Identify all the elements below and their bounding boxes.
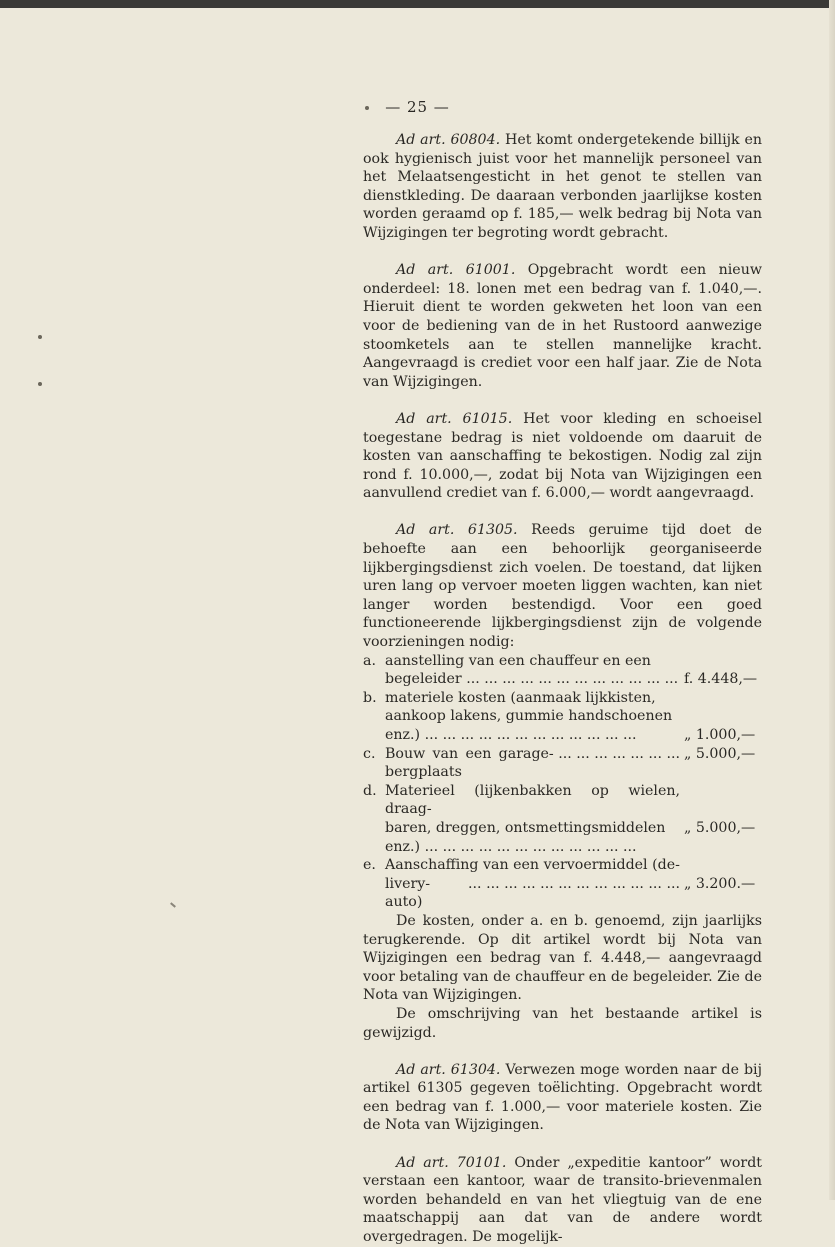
item-line: baren, dreggen, ontsmettingsmiddelen (385, 819, 666, 836)
paragraph-61305 (363, 521, 762, 651)
scan-top-border (0, 0, 835, 8)
paragraph-61304 (363, 1061, 762, 1135)
item-line: materiele kosten (aanmaak lijkkisten, (385, 689, 656, 706)
item-amount: „ 1.000,— (684, 727, 756, 743)
article-ref: Ad art. 60804. (396, 132, 501, 148)
item-label: e. (363, 857, 376, 874)
item-line: Aanschaffing van een vervoermiddel (de- (385, 857, 680, 874)
item-label: a. (363, 652, 376, 669)
list-item (363, 856, 762, 912)
list-item (363, 745, 762, 782)
item-line: begeleider (385, 671, 462, 688)
paragraph-61015 (363, 410, 762, 503)
item-amount: „ 5.000,— (684, 819, 756, 836)
item-line: Materieel (lijkenbakken op wielen, draag- (385, 782, 680, 818)
item-line: aanstelling van een chauffeur en een (385, 652, 651, 669)
leader-dots: ... ... ... ... ... ... ... ... ... ... ... ... (420, 727, 637, 743)
paragraph-text: Het komt ondergetekende billijk en ook hygienisch juist voor het mannelijk personeel van het Melaatsengesticht in het genot te stellen van dienstkleding. De daaraan verbonden jaarlijkse kosten worden geraamd op f. 185,— welk bedrag bij Nota van Wijzigingen ter begroting wordt gebracht. (363, 132, 763, 241)
speck-mark (170, 902, 176, 907)
paragraph-text: Reeds geruime tijd doet de behoefte aan een behoorlijk georganiseerde lijkbergingsdienst zich voelen. De toestand, dat lijken uren lang op vervoer moeten liggen wachten, kan niet langer worden bestendigd. Voor een goed functioneerende lijkbergingsdienst zijn de volgende voorzieningen nodig: (363, 522, 762, 651)
paragraph-text: Opgebracht wordt een nieuw onderdeel: 18. lonen met een bedrag van f. 1.040,—. Hieruit dient te worden gekweten het loon van een voor de bediening van de in het Rustoord aanwezige stoomketels aan te stellen mannelijke kracht. Aangevraagd is crediet voor een half jaar. Zie de Nota van Wijzigingen. (363, 262, 762, 390)
punch-mark (38, 382, 42, 386)
item-line: enz.) (385, 727, 421, 743)
provisions-list (363, 652, 762, 912)
item-line: enz.) (385, 838, 421, 855)
article-ref: Ad art. 61305. (396, 522, 518, 539)
continuation-text: De omschrijving van het bestaande artikel is gewijzigd. (363, 1005, 762, 1041)
item-amount: „ 5.000,— (684, 745, 756, 762)
paragraph-61001 (363, 261, 762, 391)
body-text (363, 131, 762, 1247)
article-ref: Ad art. 61304. (396, 1061, 501, 1078)
item-label: b. (363, 689, 377, 706)
item-amount: „ 3.200.— (684, 875, 756, 892)
article-ref: Ad art. 70101. (396, 1154, 507, 1171)
item-line: aankoop lakens, gummie handschoenen (385, 708, 673, 725)
paragraph-text: Onder „expeditie kantoor” wordt verstaan een kantoor, waar de transito-brievenmalen worden behandeld en van het vliegtuig van de ene maatschappij aan dat van de andere wordt overgedragen. De mogelijk- (363, 1154, 762, 1246)
paragraph-text: Het voor kleding en schoeisel toegestane bedrag is niet voldoende om daaruit de kosten van aanschaffing te bekostigen. Nodig zal zijn rond f. 10.000,—, zodat bij Nota van Wijzigingen een aanvullend crediet van f. 6.000,— wordt aangevraagd. (363, 410, 762, 502)
item-label: d. (363, 782, 377, 799)
continuation-text: De kosten, onder a. en b. genoemd, zijn jaarlijks terugkerende. Op dit artikel wordt bij Nota van Wijzigingen een bedrag van f. 4.448,— aangevraagd voor betaling van de chauffeur en de begeleider. Zie de Nota van Wijzigingen. (363, 912, 762, 1004)
paragraph-70101 (363, 1154, 762, 1247)
paragraph-60804 (363, 131, 762, 243)
item-line: Bouw van een garage-bergplaats (385, 745, 554, 781)
item-amount: f. 4.448,— (684, 671, 758, 688)
punch-mark (38, 335, 42, 339)
leader-dots: ... ... ... ... ... ... ... ... ... ... ... ... (461, 671, 679, 688)
article-ref: Ad art. 61015. (396, 410, 513, 427)
leader-dots: ... ... ... ... ... ... ... ... ... ... ... ... (420, 838, 637, 855)
leader-dots: ... ... ... ... ... ... ... (553, 745, 680, 762)
item-line: livery-auto) (385, 875, 431, 911)
item-label: c. (363, 745, 376, 762)
leader-dots: ... ... ... ... ... ... ... ... ... ... ... ... (463, 875, 680, 892)
paragraph-text: Verwezen moge worden naar de bij artikel 61305 gegeven toëlichting. Opgebracht wordt een bedrag van f. 1.000,— voor materiele kosten. Zie de Nota van Wijzigingen. (363, 1061, 762, 1134)
scan-right-edge (829, 0, 835, 1200)
list-item (363, 782, 762, 856)
article-ref: Ad art. 61001. (396, 262, 516, 279)
list-item (363, 689, 762, 745)
list-item (363, 652, 762, 689)
page-number: — 25 — (385, 98, 450, 116)
